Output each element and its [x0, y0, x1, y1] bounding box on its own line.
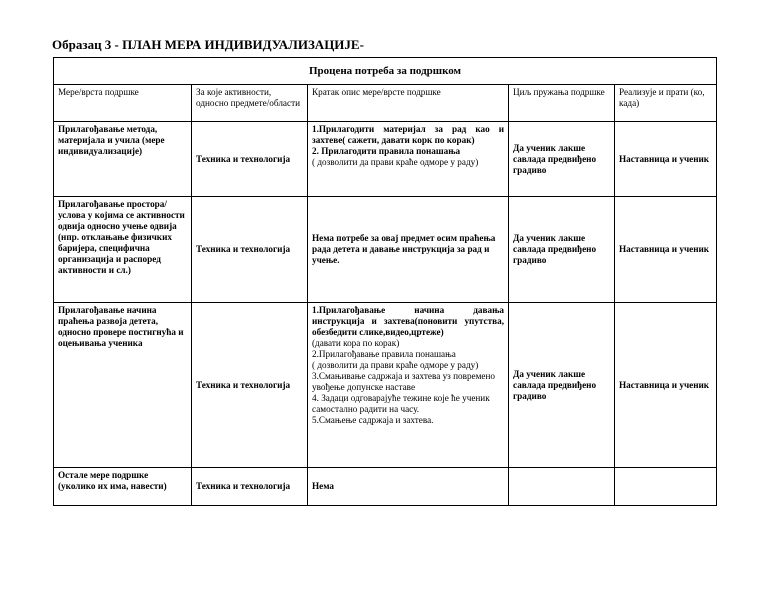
measure-cell: Прилагођавање простора/услова у којима се активности одвија односно учење одвија (нпр. отклањање физичких баријера, специфична организација и распоред активности и сл.): [54, 197, 192, 303]
description-line: (давати кора по корак): [312, 338, 400, 348]
subject-cell: Техника и технологија: [192, 468, 308, 506]
description-line: 2. Прилагодити правила понашања: [312, 146, 461, 156]
table-row: [54, 468, 717, 506]
goal-cell: Да ученик лакше савлада предвиђено градиво: [509, 303, 615, 468]
measure-cell: Остале мере подршке (уколико их има, навести): [54, 468, 192, 506]
subject-cell: Техника и технологија: [192, 197, 308, 303]
table-row: [54, 122, 717, 197]
column-header-measure: Мере/врста подршке: [54, 85, 192, 122]
column-header-responsible: Реализује и прати (ко, када): [615, 85, 717, 122]
measure-cell: Прилагођавање метода, материјала и учила (мере индивидуализације): [54, 122, 192, 197]
description-cell: [308, 303, 509, 468]
description-line: 2.Прилагођавање правила понашања: [312, 349, 456, 359]
responsible-cell: Наставница и ученик: [615, 197, 717, 303]
responsible-cell: [615, 468, 717, 506]
description-line: 5.Смањење садржаја и захтева.: [312, 415, 434, 425]
measure-cell: Прилагођавање начина праћења развоја детета, односно провере постигнућа и оцењивања ученика: [54, 303, 192, 468]
description-cell: [308, 468, 509, 506]
description-cell: [308, 122, 509, 197]
description-line: 3.Смањивање садржаја и захтева уз повремено увођење допунске наставе: [312, 371, 496, 392]
responsible-cell: Наставница и ученик: [615, 122, 717, 197]
description-line: 1.Прилагодити материјал за рад као и захтеве( сажети, давати корк по корак): [312, 124, 504, 145]
description-line: Нема потребе за овај предмет осим праћења рада детета и давање инструкција за рад и учење.: [312, 233, 496, 265]
description-line: ( дозволити да прави краће одморе у раду): [312, 157, 479, 167]
support-plan-table: [53, 57, 717, 506]
description-line: 4. Задаци одговарајуће тежине које ће ученик самостално радити на часу.: [312, 393, 490, 414]
description-line: 1.Прилагођавање начина давања инструкција и захтева(поновити упутства, обезбедити слике,видео,цртеже): [312, 305, 504, 337]
description-line: Нема: [312, 481, 335, 491]
header-row: [54, 85, 717, 122]
goal-cell: Да ученик лакше савлада предвиђено градиво: [509, 197, 615, 303]
column-header-subject: За које активности, односно предмете/области: [192, 85, 308, 122]
column-header-goal: Циљ пружања подршке: [509, 85, 615, 122]
goal-cell: [509, 468, 615, 506]
responsible-cell: Наставница и ученик: [615, 303, 717, 468]
subject-cell: Техника и технологија: [192, 303, 308, 468]
table-title: Процена потреба за подршком: [54, 58, 717, 85]
document-title: Образац 3 - ПЛАН МЕРА ИНДИВИДУАЛИЗАЦИЈЕ-: [52, 37, 364, 52]
table-row: [54, 197, 717, 303]
subject-cell: Техника и технологија: [192, 122, 308, 197]
description-line: ( дозволити да прави краће одморе у раду): [312, 360, 479, 370]
table-row: [54, 303, 717, 468]
description-cell: [308, 197, 509, 303]
column-header-description: Кратак опис мере/врсте подршке: [308, 85, 509, 122]
goal-cell: Да ученик лакше савлада предвиђено градиво: [509, 122, 615, 197]
